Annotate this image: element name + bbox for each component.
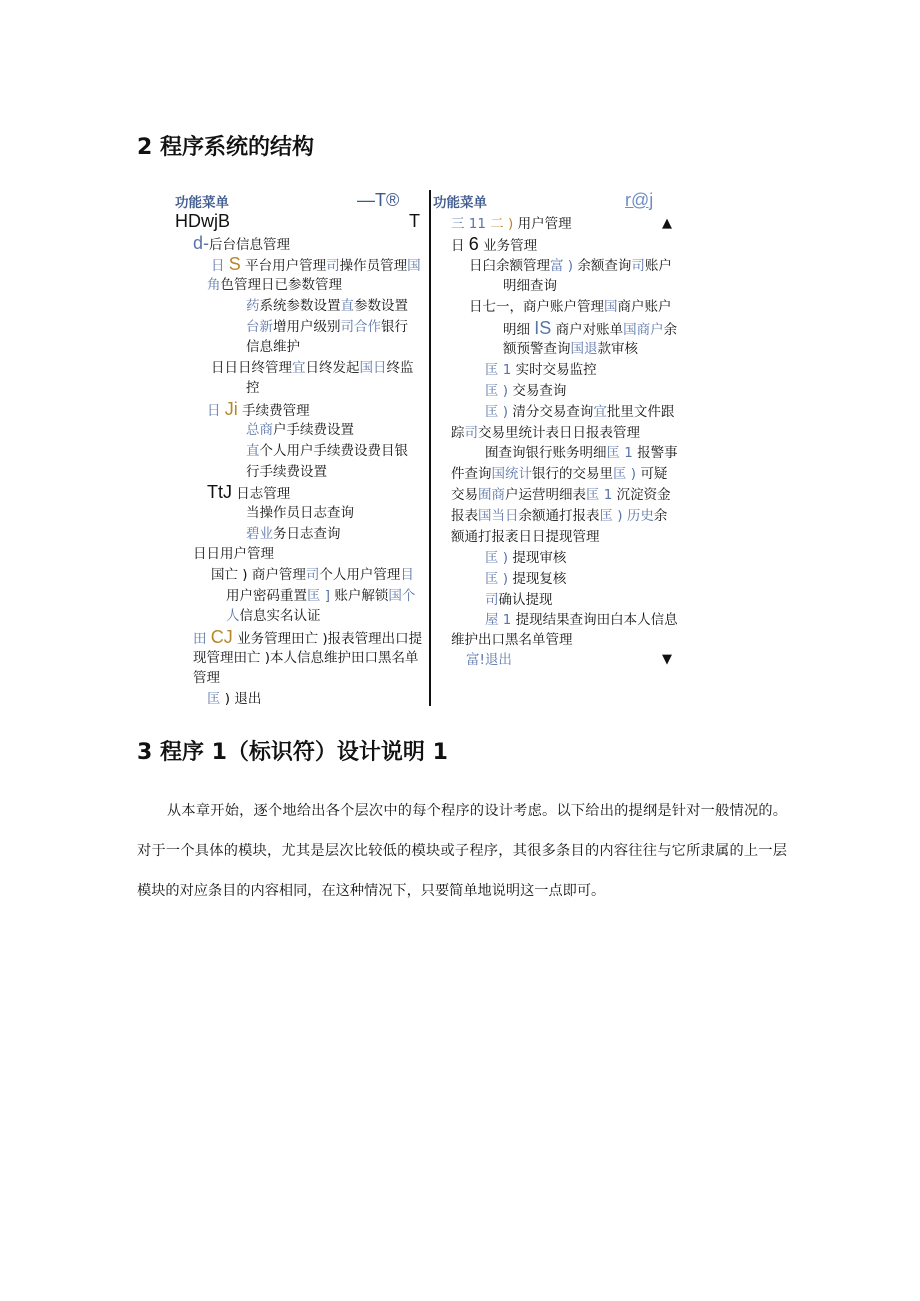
menu-item-trace-stats[interactable]: 踪司交易里统计表日日报表管理 [451,425,640,441]
menu-item-balance-alert[interactable]: 额预警查询国退款审核 [503,341,638,357]
scroll-up-icon[interactable]: ▲ [662,216,672,231]
menu-item-exit[interactable]: 匡 ) 退出 [207,691,262,707]
menu-item-user-management[interactable]: 三 11 二 ) 用户管理 [451,216,572,232]
menu-item-merchant-statement[interactable]: 明细 IS 商户对账单国商户余 [503,318,678,338]
menu-item-backend-info[interactable]: d-后台信息管理 [193,233,291,253]
right-menu-header-link[interactable]: r@j [625,190,654,210]
menu-item-platform-users[interactable]: 日 S 平台用户管理司操作员管理国 [211,254,421,274]
menu-item-system-params[interactable]: 药系统参数设置直参数设置 [246,298,408,314]
menu-item-daily-balance[interactable]: 报表国当日余额通打报表匡 ) 历史余 [451,508,668,524]
menu-item-day-end-cont: 控 [246,380,260,396]
menu-item-merchant-fees[interactable]: 总商户手续费设置 [246,422,354,438]
menu-item-withdraw-recheck[interactable]: 匡 ) 提现复核 [485,571,567,587]
menu-item-merchant-ops[interactable]: 交易囿商户运营明细表匡 1 沉淀资金 [451,487,671,503]
menu-item-logs[interactable]: TtJ 日志管理 [207,482,291,502]
menu-item-alert-events[interactable]: 件查询国统计银行的交易里匡 ) 可疑 [451,466,668,482]
menu-item-transaction-query[interactable]: 匡 ) 交易查询 [485,383,567,399]
scroll-down-icon[interactable]: ▼ [662,652,672,667]
section-2-title: 2 程序系统的结构 [137,135,314,160]
menu-item-user-management[interactable]: 日日用户管理 [193,546,274,562]
menu-item-balance-management[interactable]: 日臼余额管理富 ) 余额查询司账户 [469,258,672,274]
section-3-title: 3 程序 1（标识符）设计说明 1 [137,740,448,765]
menu-item-withdraw-review[interactable]: 匡 ) 提现审核 [485,550,567,566]
menu-item-realtime-monitor[interactable]: 匡 1 实时交易监控 [485,362,597,378]
menu-item-user-level[interactable]: 台新增用户级别司合作银行 [246,319,408,335]
menu-item-role-params[interactable]: 角色管理日已参数管理 [207,277,342,293]
menu-item-fees[interactable]: 日 Ji 手续费管理 [207,399,310,419]
menu-item-business-management[interactable]: 日 6 业务管理 [451,234,538,254]
menu-item-withdraw-result[interactable]: 屋 1 提现结果查询田白本人信息 [485,612,678,628]
menu-item-day-end[interactable]: 日日日终管理宜日终发起国日终监 [211,360,414,376]
menu-item-business-logs[interactable]: 碧业务日志查询 [246,526,341,542]
body-paragraph: 从本章开始，逐个地给出各个层次中的每个程序的设计考虑。以下给出的提纲是针对一般情况的。对于一个具体的模块，尤其是层次比较低的模块或子程序，其很多条目的内容往往与它所隶属的上一层模块的对应条目的内容相同，在这种情况下，只要简单地说明这一点即可。 [137,803,787,899]
column-divider [429,190,431,706]
menu-item-blacklist[interactable]: 维护出口黑名单管理 [451,632,573,648]
menu-item-exit[interactable]: 富!退出 [466,652,512,668]
menu-item-operator-logs[interactable]: 当操作员日志查询 [246,505,354,521]
left-menu-code-right: T [409,211,420,231]
menu-item-real-name[interactable]: 人信息实名认证 [226,608,321,624]
menu-item-info-maintenance[interactable]: 信息维护 [246,339,300,355]
menu-item-withdraw-management[interactable]: 额通打报袤日日提现管理 [451,529,600,545]
menu-item-withdraw-management[interactable]: 现管理田亡 )本人信息维护田口黑名单 [193,650,419,666]
menu-item-business-management[interactable]: 田 CJ 业务管理田亡 )报表管理出口提 [193,627,423,647]
menu-item-password-reset[interactable]: 用户密码重置匡 ] 账户解锁国个 [226,588,416,604]
left-menu-header: 功能菜单 [175,195,229,211]
menu-item-bank-detail[interactable]: 囿查询银行账务明细匡 1 报警事 [485,445,678,461]
right-menu-header: 功能菜单 [433,195,487,211]
menu-item-merchant-account[interactable]: 日七一，商户账户管理国商户账户 [469,299,672,315]
menu-item-bank-fees[interactable]: 行手续费设置 [246,464,327,480]
left-menu-code: HDwjB [175,211,231,231]
menu-item-merchant-management[interactable]: 国亡 ) 商户管理司个人用户管理目 [211,567,414,583]
menu-item-account-detail[interactable]: 明细查询 [503,278,557,294]
left-menu-header-right: —T® [357,190,400,210]
menu-item-personal-fees[interactable]: 直个人用户手续费设费目银 [246,443,408,459]
menu-item-clearing-query[interactable]: 匡 ) 清分交易查询宜批里文件跟 [485,404,675,420]
menu-item-withdraw-confirm[interactable]: 司确认提现 [485,592,553,608]
menu-item-blacklist-cont: 管理 [193,670,220,686]
